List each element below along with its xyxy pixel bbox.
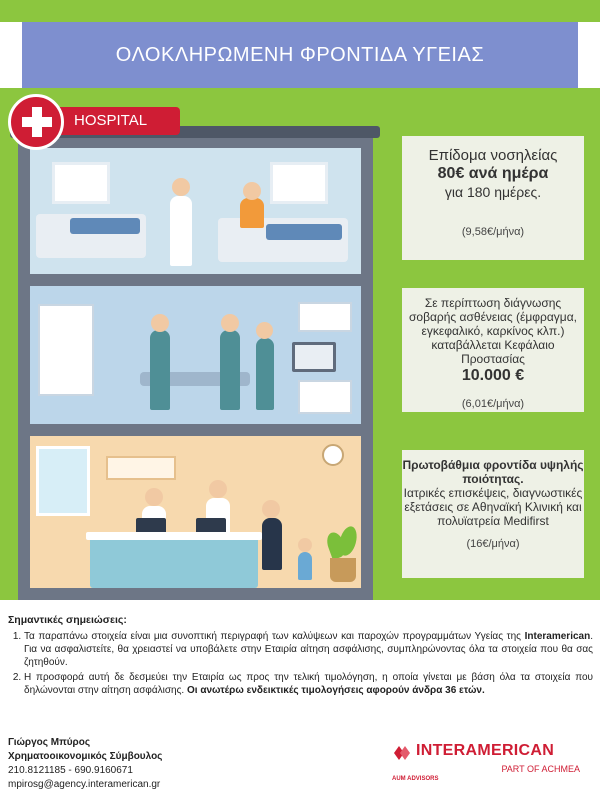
wall-shelf	[106, 456, 176, 480]
critical-illness-panel	[402, 288, 584, 412]
window	[36, 446, 90, 516]
hospital-sign-label: HOSPITAL	[48, 107, 180, 135]
hospital-sign	[8, 94, 178, 150]
receptionist-head	[145, 488, 163, 506]
visitor-head	[262, 500, 280, 518]
hospital-allowance-amount: 80€ ανά ημέρα	[437, 165, 549, 182]
title-banner	[22, 22, 578, 88]
red-cross-icon	[8, 94, 64, 150]
reception-floor-illustration	[30, 436, 361, 588]
primary-care-price: (16€/μήνα)	[466, 538, 520, 550]
primary-care-text: Ιατρικές επισκέψεις, διαγνωστικές εξετάσεις σε Αθηναϊκή Κλινική και πολυϊατρεία Medifirst	[403, 486, 583, 528]
advisor-role: Χρηματοοικονομικός Σύμβουλος	[8, 751, 163, 762]
hospital-building-illustration	[18, 138, 373, 600]
hospital-allowance-price: (9,58€/μήνα)	[461, 226, 525, 238]
important-notes	[8, 614, 593, 699]
hospital-allowance-panel	[402, 136, 584, 260]
patient-figure	[240, 198, 264, 228]
advisor-email[interactable]: mpirosg@agency.interamerican.gr	[8, 779, 161, 790]
brand-advisors: AUM ADVISORS	[392, 776, 439, 782]
medical-cabinet	[38, 304, 94, 396]
nurse-figure	[170, 196, 192, 266]
advisor-name: Γιώργος Μπύρος	[8, 737, 91, 748]
surgeon-figure	[220, 330, 240, 410]
note-item: 1. Τα παραπάνω στοιχεία είναι μια συνοπτική περιγραφή των καλύψεων και παροχών προγραμμάτων Υγείας της Interamerican. Για να ασφαλιστείτε, θα χρειαστεί να υποβάλετε στην Εταιρία αίτηση ασφάλισης, συμπληρώνοντας όλα τα στοιχεία που θα σας ζητηθούν.	[24, 630, 593, 669]
heart-monitor-icon	[292, 342, 336, 372]
critical-illness-amount: 10.000 €	[461, 367, 525, 384]
surgeon-figure	[150, 330, 170, 410]
plant-leaf	[336, 524, 359, 557]
page-title: ΟΛΟΚΛΗΡΩΜΕΝΗ ΦΡΟΝΤΙΔΑ ΥΓΕΙΑΣ	[115, 43, 485, 66]
bed-blanket	[70, 218, 140, 234]
hospital-allowance-duration: για 180 ημέρες.	[444, 184, 542, 200]
top-green-band	[0, 0, 600, 22]
note-item: 2. Η προσφορά αυτή δε δεσμεύει την Εταιρία ως προς την τελική τιμολόγηση, η οποία γίνεται με βάση όλα τα στοιχεία που δηλώνονται στην αίτηση ασφάλισης. Οι ανωτέρω ενδεικτικές τιμολογήσεις αφορούν άνδρα 36 ετών.	[24, 671, 593, 697]
advisor-phones: 210.8121185 - 690.9160671	[8, 765, 133, 776]
primary-care-panel	[402, 450, 584, 578]
interamerican-logo-icon	[392, 744, 412, 762]
reception-desk-top	[86, 532, 262, 540]
primary-care-heading: Πρωτοβάθμια φροντίδα υψηλής ποιότητας.	[402, 458, 584, 486]
visitor-figure	[262, 518, 282, 570]
ward-floor-illustration	[30, 148, 361, 274]
advisor-contact	[8, 736, 268, 792]
surgery-floor-illustration	[30, 286, 361, 424]
notes-title: Σημαντικές σημειώσεις:	[8, 614, 127, 626]
surgeon-head	[221, 314, 239, 332]
medical-cart	[298, 380, 352, 414]
wall-shelf	[298, 302, 352, 332]
child-head	[298, 538, 312, 552]
interamerican-logo	[392, 742, 592, 792]
brand-subtitle: PART OF ACHMEA	[501, 764, 580, 774]
hero-illustration-area	[0, 88, 600, 600]
notes-list	[8, 630, 593, 697]
plant-pot-icon	[330, 558, 356, 582]
receptionist-head	[209, 480, 227, 498]
critical-illness-text: Σε περίπτωση διάγνωσης σοβαρής ασθένειας (έμφραγμα, εγκεφαλικό, καρκίνος κλπ.) καταβάλλεται Κεφάλαιο Προστασίας	[409, 296, 577, 366]
reception-desk	[90, 536, 258, 588]
hospital-allowance-title: Επίδομα νοσηλείας	[428, 147, 558, 164]
nurse-head	[172, 178, 190, 196]
window	[52, 162, 110, 204]
window	[270, 162, 328, 204]
critical-illness-price: (6,01€/μήνα)	[461, 398, 525, 410]
surgeon-head	[151, 314, 169, 332]
nurse-head	[256, 322, 273, 339]
nurse-figure	[256, 338, 274, 410]
brand-name: INTERAMERICAN	[416, 742, 555, 759]
child-figure	[298, 552, 312, 580]
clock-icon	[322, 444, 344, 466]
bed-blanket	[266, 224, 342, 240]
patient-head	[243, 182, 261, 200]
